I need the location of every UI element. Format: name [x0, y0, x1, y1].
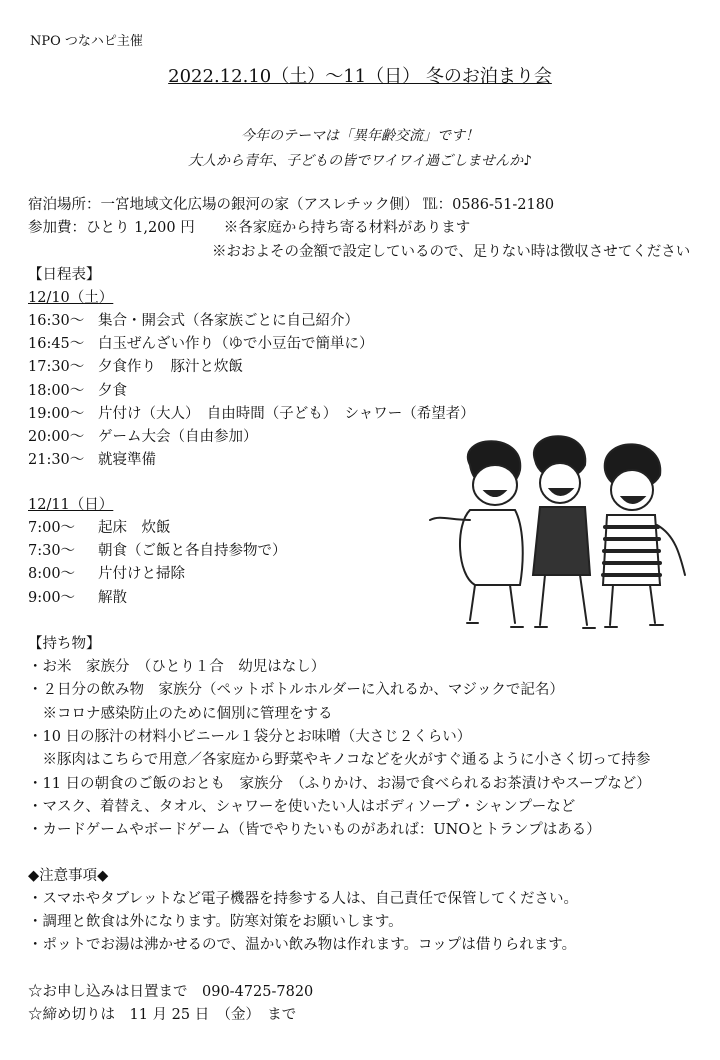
schedule-activity: 夕食	[98, 382, 127, 399]
schedule-time: 16:30～	[28, 313, 85, 329]
fee-note: ※おおよその金額で設定しているので、足りない時は徴収させてください	[212, 244, 691, 260]
note-item: ・ポットでお湯は沸かせるので、温かい飲み物は作れます。コップは借りられます。	[28, 937, 577, 953]
schedule-activity: 起床 炊飯	[98, 520, 171, 536]
note-item: ・調理と飲食は外になります。防寒対策をお願いします。	[28, 914, 403, 930]
belonging-item: ・２日分の飲み物 家族分（ペットボトルホルダーに入れるか、マジックで記名）	[28, 682, 564, 699]
child-left-figure	[430, 441, 523, 627]
belonging-item: ・マスク、着替え、タオル、シャワーを使いたい人はボディソープ・シャンプーなど	[28, 798, 576, 815]
schedule-time: 7:00～	[28, 520, 76, 536]
schedule-row	[28, 402, 475, 423]
theme-line-1: 今年のテーマは「異年齢交流」です！	[241, 128, 479, 144]
schedule-activity: 解散	[98, 589, 127, 606]
schedule-activity: 片付けと掃除	[98, 566, 185, 583]
schedule-row	[28, 586, 127, 607]
day2-date: 12/11（日）	[28, 497, 114, 513]
schedule-time: 21:30～	[28, 452, 85, 469]
notes-heading: ◆注意事項◆	[28, 868, 109, 884]
schedule-row	[28, 516, 171, 537]
schedule-time: 9:00～	[28, 589, 76, 606]
schedule-row	[28, 448, 156, 469]
belonging-item: ・カードゲームやボードゲーム（皆でやりたいものがあれば：UNOとトランプはある）	[28, 822, 601, 839]
day1-date: 12/10（土）	[28, 290, 114, 306]
schedule-heading: 【日程表】	[28, 267, 101, 283]
schedule-row	[28, 332, 374, 353]
schedule-activity: 朝食（ご飯と各自持参物で）	[98, 543, 287, 560]
venue-info: 宿泊場所：一宮地域文化広場の銀河の家（アスレチック側） ℡：0586-51-2180	[28, 197, 555, 213]
schedule-time: 16:45～	[28, 336, 85, 353]
schedule-activity: 夕食作り 豚汁と炊飯	[98, 359, 243, 376]
organizer: NPO つなハピ主催	[30, 34, 143, 49]
schedule-time: 17:30～	[28, 359, 85, 376]
belonging-item: ・10 日の豚汁の材料小ビニール１袋分とお味噌（大さじ２くらい）	[28, 728, 472, 745]
belonging-item: ※豚肉はこちらで用意／各家庭から野菜やキノコなどを火がすぐ通るように小さく切って持参	[28, 752, 651, 769]
schedule-activity: ゲーム大会（自由参加）	[98, 429, 258, 445]
schedule-activity: 片付け（大人） 自由時間（子ども） シャワー（希望者）	[98, 405, 475, 422]
schedule-time: 19:00～	[28, 405, 85, 422]
schedule-row	[28, 309, 359, 330]
note-item: ・スマホやタブレットなど電子機器を持参する人は、自己責任で保管してください。	[28, 891, 578, 907]
schedule-row	[28, 562, 185, 583]
schedule-time: 8:00～	[28, 566, 76, 583]
theme-line-2: 大人から青年、子どもの皆でワイワイ過ごしませんか♪	[187, 153, 533, 169]
schedule-time: 20:00～	[28, 429, 85, 445]
schedule-row	[28, 425, 258, 446]
schedule-time: 7:30～	[28, 543, 76, 560]
schedule-row	[28, 539, 287, 560]
schedule-activity: 白玉ぜんざい作り（ゆで小豆缶で簡単に）	[98, 336, 374, 353]
schedule-activity: 就寝準備	[98, 452, 156, 469]
child-middle-figure	[533, 436, 595, 628]
schedule-activity: 集合・開会式（各家族ごとに自己紹介）	[98, 313, 359, 329]
page-title: 2022.12.10（土）～11（日） 冬のお泊まり会	[168, 66, 552, 87]
belongings-heading: 【持ち物】	[28, 636, 101, 652]
deadline-info: ☆締め切りは 11 月 25 日 （金） まで	[28, 1007, 297, 1023]
belonging-item: ・お米 家族分 （ひとり１合 幼児はなし）	[28, 659, 326, 675]
fee-info: 参加費：ひとり 1,200 円 ※各家庭から持ち寄る材料があります	[28, 220, 471, 236]
schedule-row	[28, 379, 127, 400]
apply-info: ☆お申し込みは日置まで 090-4725-7820	[28, 984, 314, 1000]
child-right-figure	[603, 444, 685, 627]
schedule-time: 18:00～	[28, 382, 85, 399]
children-illustration	[415, 425, 705, 640]
schedule-row	[28, 355, 243, 376]
belonging-item: ※コロナ感染防止のために個別に管理をする	[28, 705, 333, 722]
belonging-item: ・11 日の朝食のご飯のおとも 家族分 （ふりかけ、お湯で食べられるお茶漬けやスープなど）	[28, 775, 651, 792]
